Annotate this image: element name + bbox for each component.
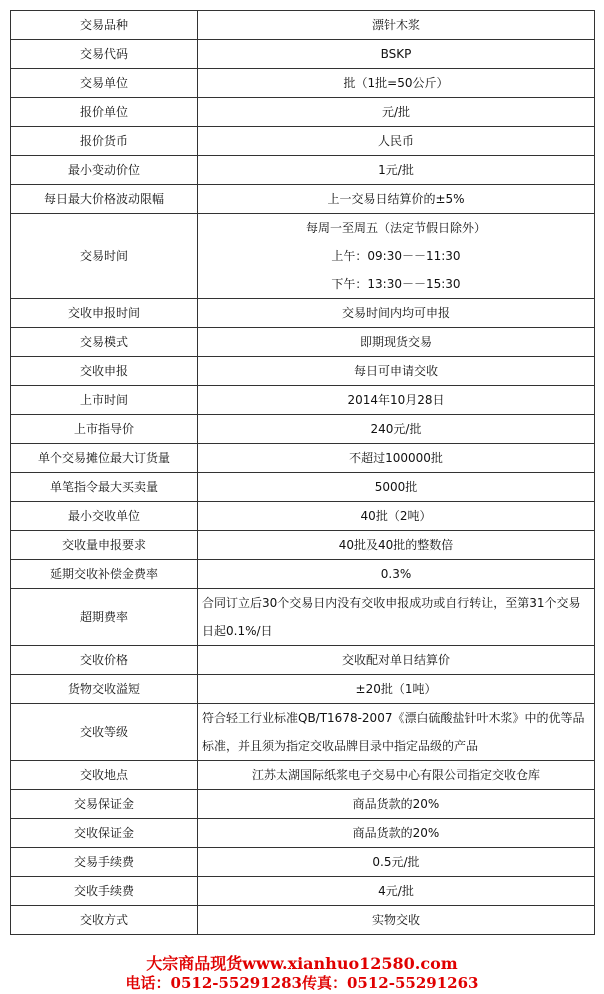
row-value [198,214,595,299]
row-value: 0.5元/批 [198,848,595,877]
table-row [11,704,595,761]
table-row [11,589,595,646]
row-label: 交收等级 [11,704,198,761]
row-label: 延期交收补偿金费率 [11,560,198,589]
row-label: 交易单位 [11,69,198,98]
table-row [11,819,595,848]
row-value: 每日可申请交收 [198,357,595,386]
table-row [11,127,595,156]
table-row [11,761,595,790]
table-row [11,156,595,185]
table-row [11,386,595,415]
table-row [11,415,595,444]
row-label: 报价货币 [11,127,198,156]
row-value: 漂针木浆 [198,11,595,40]
row-label: 最小变动价位 [11,156,198,185]
table-row [11,877,595,906]
row-label: 交收保证金 [11,819,198,848]
table-row [11,906,595,935]
row-label: 超期费率 [11,589,198,646]
row-label: 交易时间 [11,214,198,299]
spec-table [10,10,595,935]
row-value: 交易时间内均可申报 [198,299,595,328]
row-label: 每日最大价格波动限幅 [11,185,198,214]
row-label: 上市指导价 [11,415,198,444]
row-value: 实物交收 [198,906,595,935]
row-label: 交收方式 [11,906,198,935]
row-value: 40批（2吨） [198,502,595,531]
table-row [11,299,595,328]
table-row [11,444,595,473]
trading-hours-morning: 上午：09:30－－11:30 [331,249,461,263]
footer-contact-banner: 电话：0512-55291283传真：0512-55291263 [125,974,479,992]
table-row [11,790,595,819]
row-value: 即期现货交易 [198,328,595,357]
row-value: 人民币 [198,127,595,156]
row-value: 40批及40批的整数倍 [198,531,595,560]
table-row [11,848,595,877]
row-label: 交易品种 [11,11,198,40]
row-value: 合同订立后30个交易日内没有交收申报成功或自行转让，至第31个交易日起0.1%/日 [198,589,595,646]
row-value: 240元/批 [198,415,595,444]
table-row [11,98,595,127]
row-value: 4元/批 [198,877,595,906]
row-value: BSKP [198,40,595,69]
row-value: 5000批 [198,473,595,502]
row-value: 上一交易日结算价的±5% [198,185,595,214]
table-row [11,502,595,531]
row-value: ±20批（1吨） [198,675,595,704]
table-row [11,328,595,357]
table-row [11,560,595,589]
row-value: 符合轻工行业标准QB/T1678-2007《漂白硫酸盐针叶木浆》中的优等品标准，并且须为指定交收品牌目录中指定品级的产品 [198,704,595,761]
table-row [11,675,595,704]
row-label: 交收地点 [11,761,198,790]
table-row [11,531,595,560]
table-row [11,11,595,40]
row-label: 交收价格 [11,646,198,675]
trading-hours-days: 每周一至周五（法定节假日除外） [305,221,486,235]
table-row [11,69,595,98]
row-value: 元/批 [198,98,595,127]
table-row [11,214,595,299]
row-value: 交收配对单日结算价 [198,646,595,675]
table-row [11,40,595,69]
row-value: 2014年10月28日 [198,386,595,415]
row-label: 上市时间 [11,386,198,415]
row-label: 单笔指令最大买卖量 [11,473,198,502]
row-value: 批（1批=50公斤） [198,69,595,98]
row-label: 交收申报 [11,357,198,386]
row-value: 0.3% [198,560,595,589]
row-label: 交收量申报要求 [11,531,198,560]
row-label: 报价单位 [11,98,198,127]
row-value: 江苏太湖国际纸浆电子交易中心有限公司指定交收仓库 [198,761,595,790]
row-value: 不超过100000批 [198,444,595,473]
row-label: 交易模式 [11,328,198,357]
row-value: 商品货款的20% [198,819,595,848]
table-row [11,473,595,502]
row-label: 交易手续费 [11,848,198,877]
row-label: 交易代码 [11,40,198,69]
row-value: 商品货款的20% [198,790,595,819]
row-label: 货物交收溢短 [11,675,198,704]
trading-hours-afternoon: 下午：13:30－－15:30 [331,277,461,291]
row-label: 交收申报时间 [11,299,198,328]
row-label: 交易保证金 [11,790,198,819]
footer-website-banner: 大宗商品现货www.xianhuo12580.com [146,954,458,973]
row-value: 1元/批 [198,156,595,185]
table-row [11,357,595,386]
row-label: 最小交收单位 [11,502,198,531]
table-row [11,185,595,214]
row-label: 交收手续费 [11,877,198,906]
row-label: 单个交易摊位最大订货量 [11,444,198,473]
table-row [11,646,595,675]
